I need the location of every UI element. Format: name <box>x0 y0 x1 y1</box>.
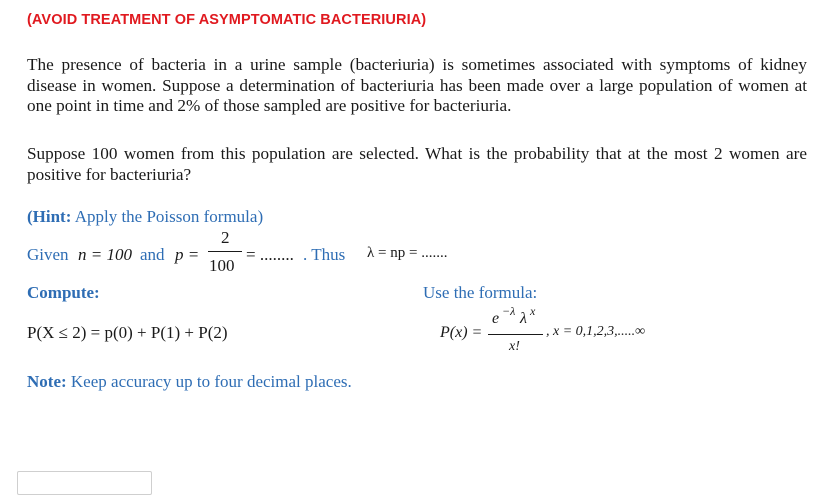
compute-label: Compute: <box>27 283 100 302</box>
fraction-denominator: 100 <box>209 256 235 275</box>
given-line <box>27 228 527 281</box>
note-label: Note: <box>27 372 67 391</box>
problem-question: Suppose 100 women from this population are selected. What is the probability that at the most 2 women are positive for bacteriuria? <box>27 144 807 184</box>
formula-x-exponent: x <box>530 304 536 318</box>
formula-lambda: λ <box>520 310 527 327</box>
poisson-formula <box>440 304 740 360</box>
formula-bar <box>488 334 543 335</box>
problem-paragraph-1: The presence of bacteria in a urine sample (bacteriuria) is sometimes associated with symptoms of kidney disease in women. Suppose a determination of bacteriuria has been made over a large population of women at one point in time and 2% of those sampled are positive for bacteriuria. <box>27 55 807 115</box>
answer-input[interactable] <box>17 471 152 495</box>
hint-line <box>27 207 263 227</box>
formula-denominator: x! <box>509 339 520 354</box>
note-text: Keep accuracy up to four decimal places. <box>66 372 352 391</box>
formula-exponent: −λ <box>502 304 516 318</box>
note-line <box>27 372 352 392</box>
use-formula-label: Use the formula: <box>423 283 538 302</box>
hint-text: Apply the Poisson formula) <box>71 207 264 226</box>
p-blank: = ........ <box>246 245 294 264</box>
given-label: Given <box>27 245 69 264</box>
p-lhs: p = <box>175 245 200 264</box>
formula-domain: , x = 0,1,2,3,.....∞ <box>546 324 646 339</box>
probability-expression: P(X ≤ 2) = p(0) + P(1) + P(2) <box>27 323 228 342</box>
fraction-bar <box>208 251 242 252</box>
fraction-numerator: 2 <box>221 228 230 247</box>
and-label: and <box>140 245 165 264</box>
lambda-expression: λ = np = ....... <box>367 245 448 261</box>
hint-label: (Hint: <box>27 207 72 226</box>
problem-title: (AVOID TREATMENT OF ASYMPTOMATIC BACTERIURIA) <box>27 12 427 28</box>
formula-lhs: P(x) = <box>440 324 483 341</box>
formula-numerator-e: e <box>492 310 500 327</box>
thus-label: . Thus <box>303 245 346 264</box>
n-expression: n = 100 <box>78 245 132 264</box>
